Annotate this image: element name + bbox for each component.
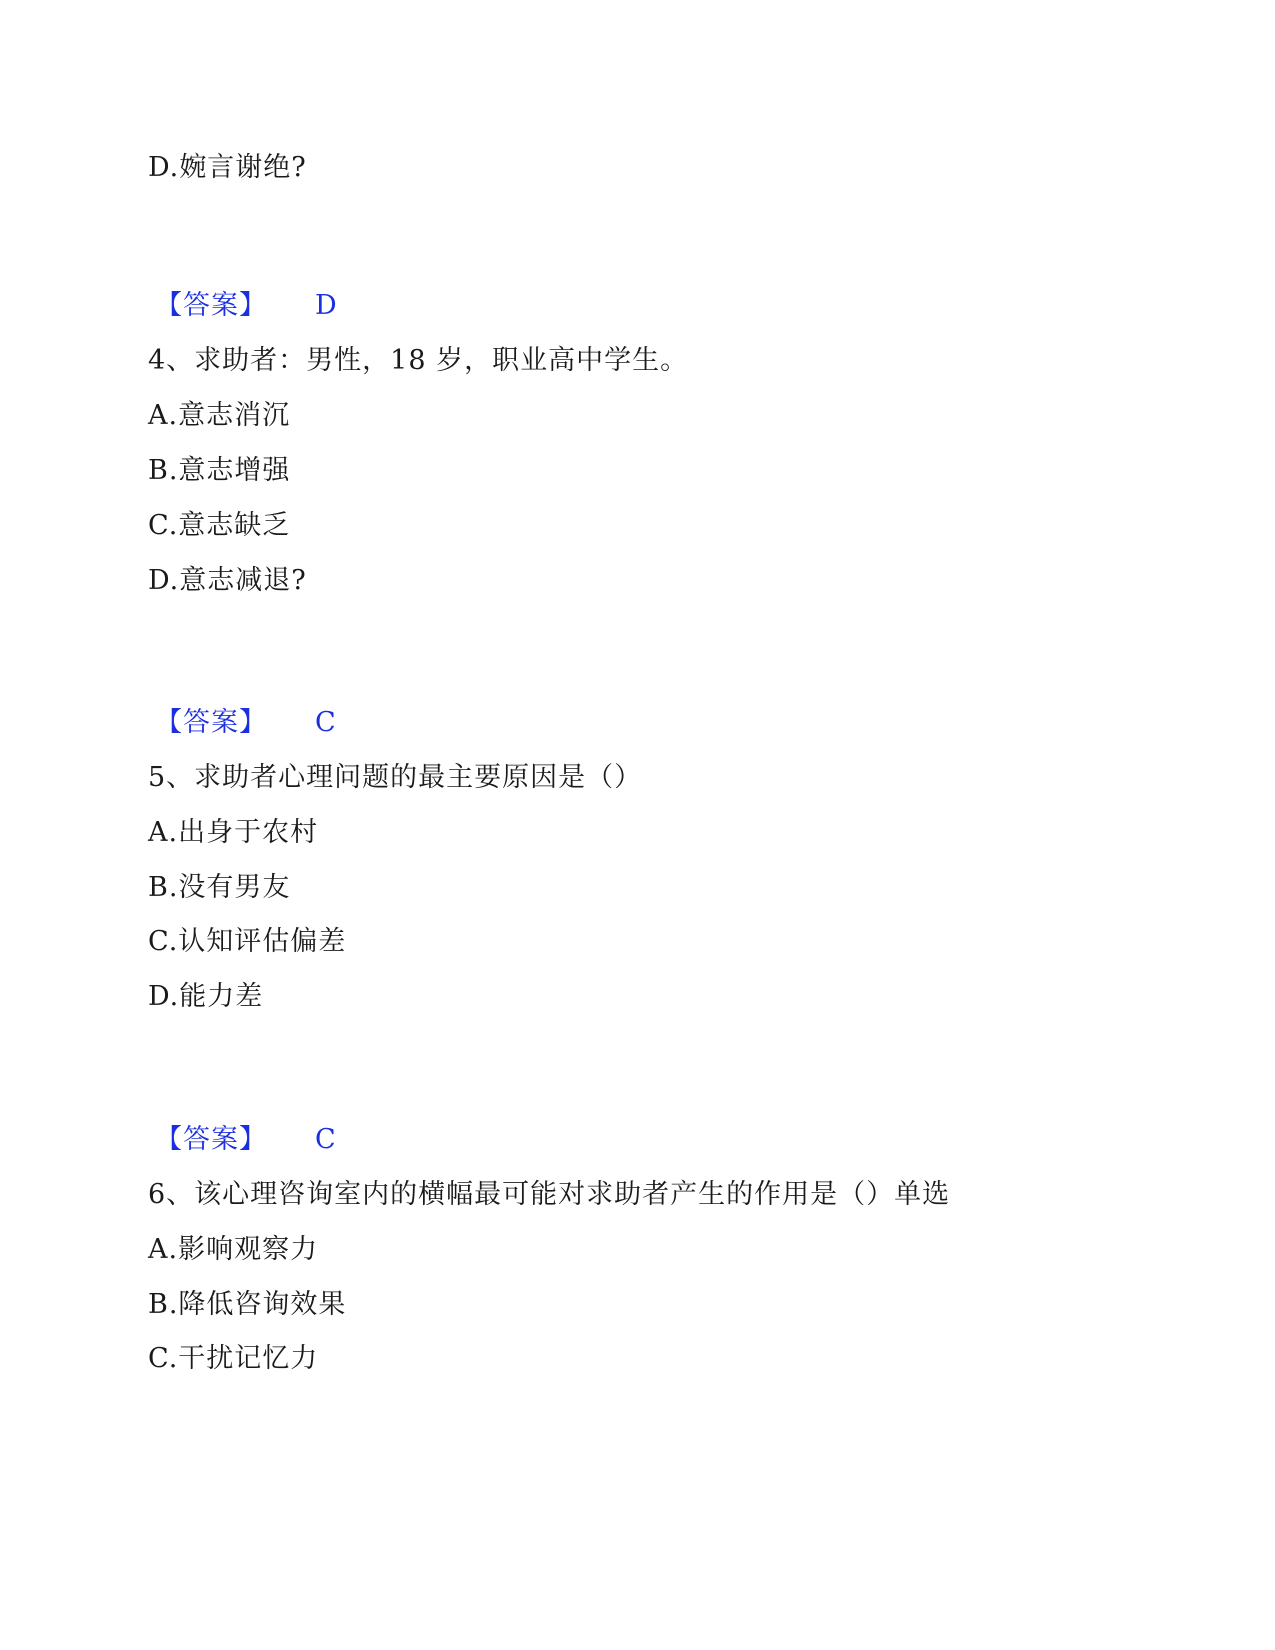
answer-value: C: [315, 707, 336, 738]
answer-value: D: [315, 290, 337, 321]
answer-3: [155, 288, 337, 324]
answer-label: 【答案】: [155, 707, 267, 738]
q4-option-b: B.意志增强: [148, 455, 291, 486]
q5-option-d: D.能力差: [148, 981, 264, 1012]
answer-label: 【答案】: [155, 1124, 267, 1155]
q6-stem: 6、该心理咨询室内的横幅最可能对求助者产生的作用是（）单选: [148, 1179, 951, 1210]
q4-option-a: A.意志消沉: [148, 400, 291, 431]
q4-option-c: C.意志缺乏: [148, 510, 291, 541]
q4-stem: 4、求助者：男性，18 岁，职业高中学生。: [148, 345, 689, 376]
q6-option-c: C.干扰记忆力: [148, 1343, 319, 1374]
answer-value: C: [315, 1124, 336, 1155]
q6-option-a: A.影响观察力: [148, 1234, 319, 1265]
answer-label: 【答案】: [155, 290, 267, 321]
q6-option-b: B.降低咨询效果: [148, 1289, 347, 1320]
q4-option-d: D.意志减退?: [148, 565, 307, 596]
q5-stem: 5、求助者心理问题的最主要原因是（）: [148, 762, 643, 793]
answer-4: [155, 705, 336, 741]
q5-option-a: A.出身于农村: [148, 817, 319, 848]
q5-option-b: B.没有男友: [148, 872, 291, 903]
q3-option-d: D.婉言谢绝?: [148, 152, 307, 183]
q5-option-c: C.认知评估偏差: [148, 926, 347, 957]
answer-5: [155, 1122, 336, 1158]
